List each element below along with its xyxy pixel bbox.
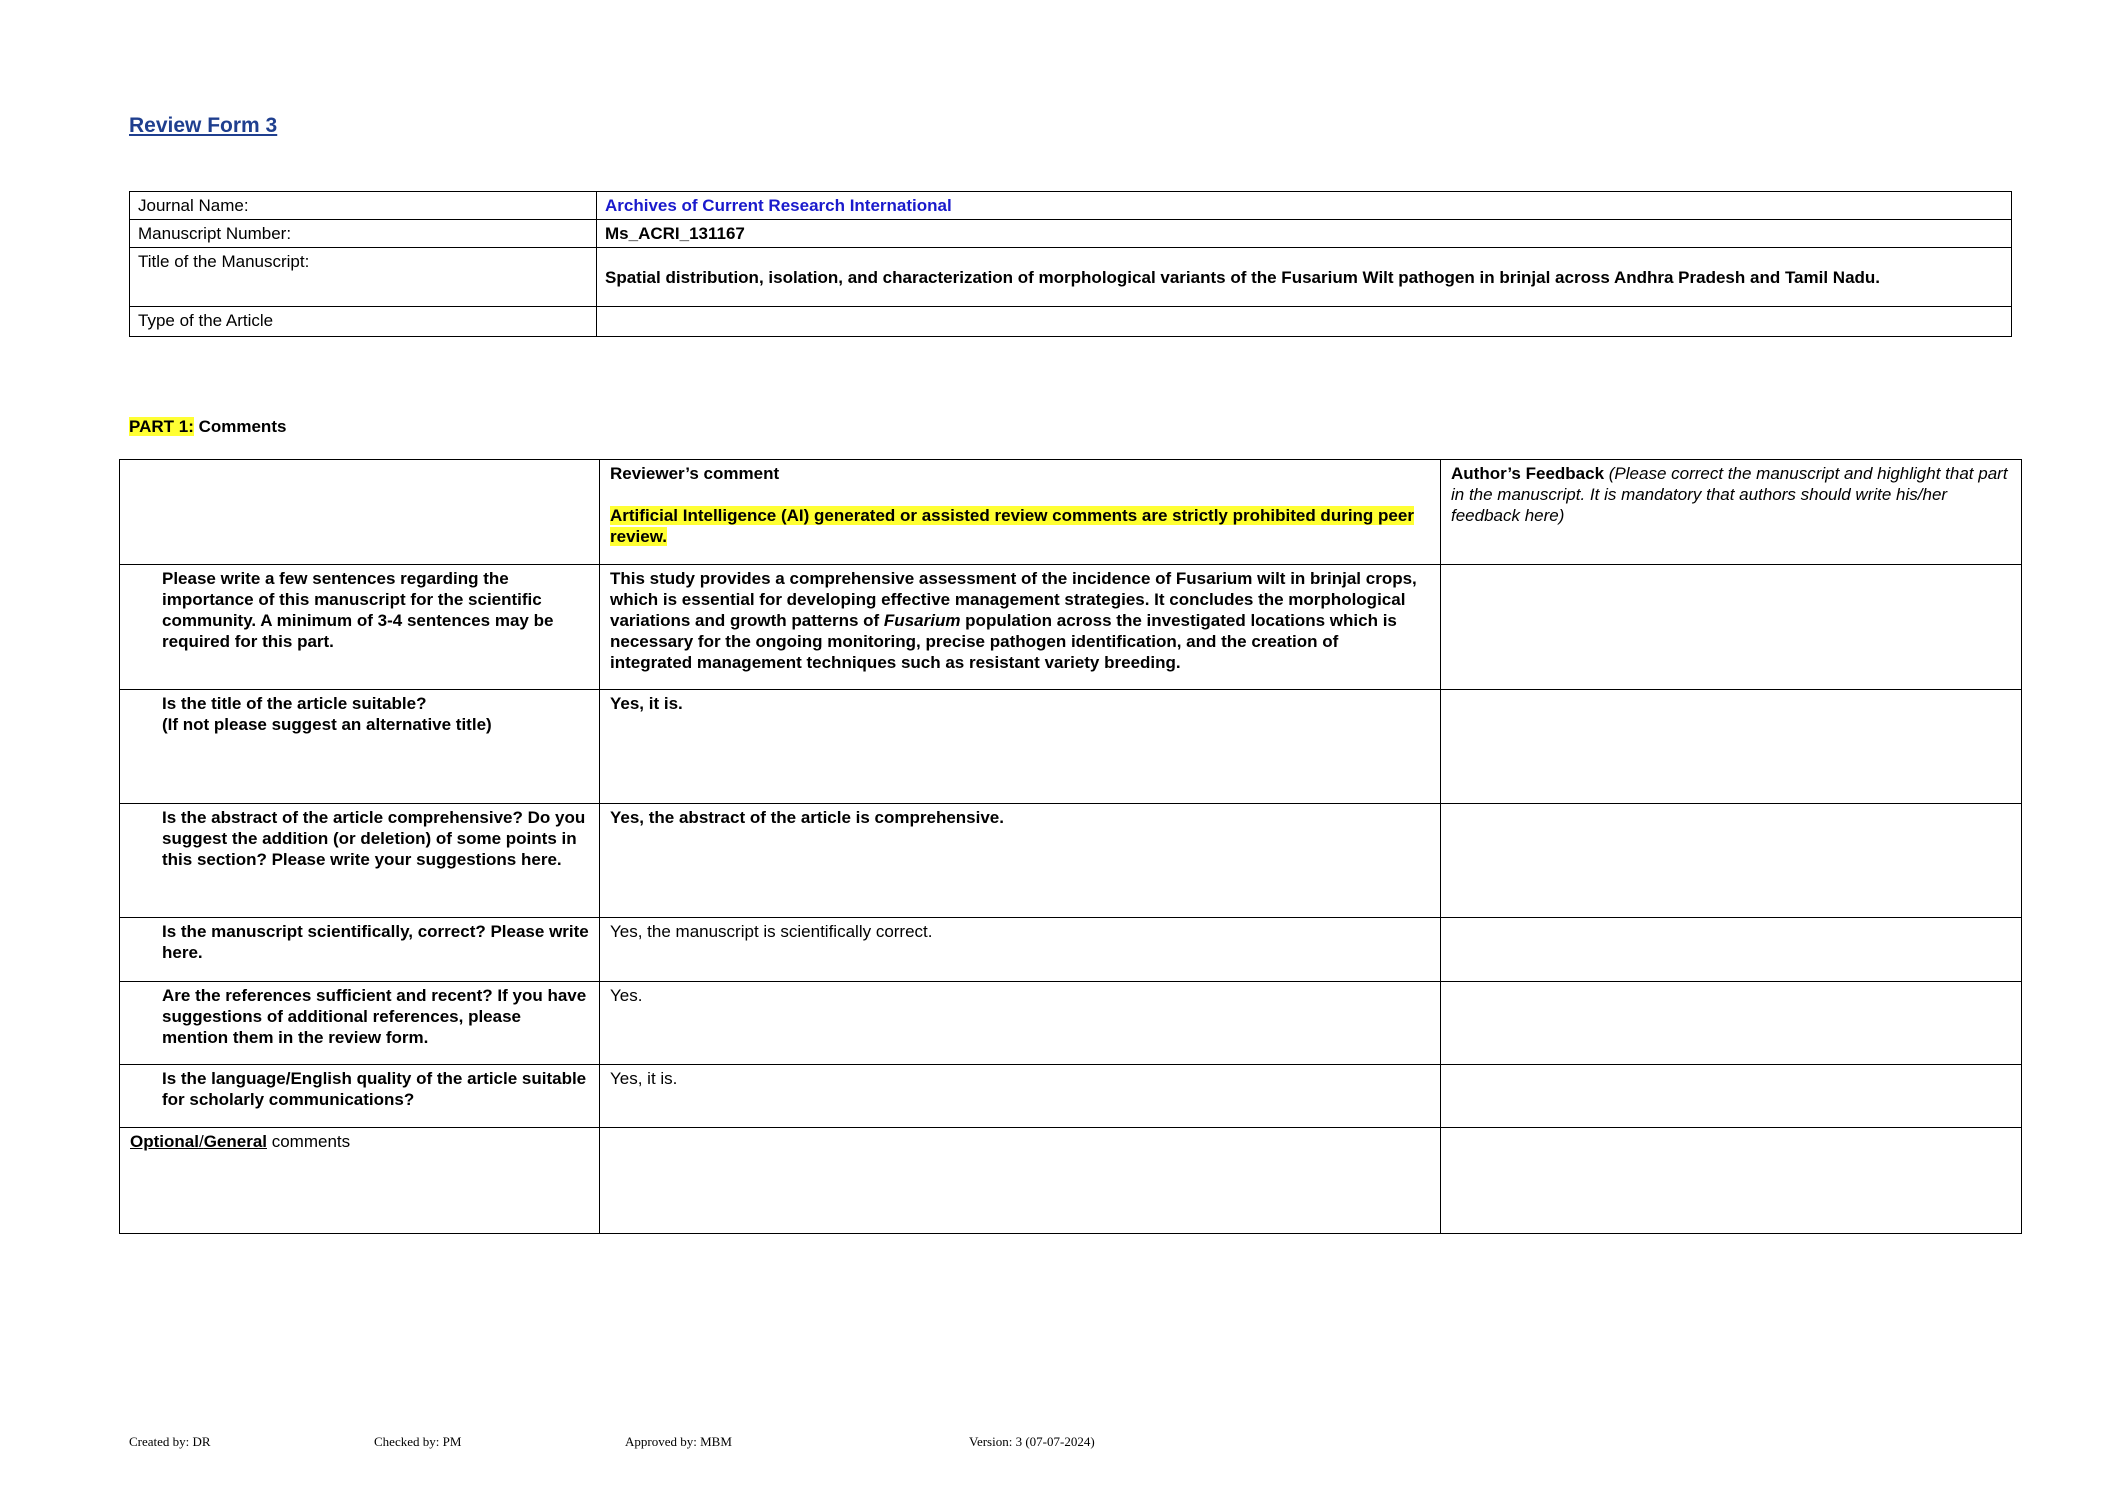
optional-sep: / <box>198 1132 204 1151</box>
reviewer-comment-header <box>600 460 1441 565</box>
comments-table <box>119 459 2022 1234</box>
answer-importance-part1: This study provides a comprehensive assessment of the incidence of Fusarium wilt in brinjal crops, which is essential for developing effective management strategies. It concludes the morphological variations and growth patterns of <box>610 569 1417 630</box>
feedback-importance <box>1441 565 2022 690</box>
journal-name: Archives of Current Research International <box>597 192 2012 220</box>
journal-label: Journal Name: <box>130 192 597 220</box>
table-row <box>120 804 2022 918</box>
answer-abstract: Yes, the abstract of the article is comprehensive. <box>600 804 1441 918</box>
answer-importance <box>600 565 1441 690</box>
table-row <box>120 690 2022 804</box>
manuscript-title: Spatial distribution, isolation, and characterization of morphological variants of the Fusarium Wilt pathogen in brinjal across Andhra Pradesh and Tamil Nadu. <box>597 248 2012 307</box>
feedback-references <box>1441 982 2022 1065</box>
reviewer-comment-title: Reviewer’s comment <box>610 464 780 483</box>
table-row <box>120 918 2022 982</box>
question-title-line2: (If not please suggest an alternative title) <box>162 715 492 734</box>
article-type-value <box>597 307 2012 337</box>
manuscript-title-label: Title of the Manuscript: <box>130 248 597 307</box>
answer-title: Yes, it is. <box>600 690 1441 804</box>
question-title-line1: Is the title of the article suitable? <box>162 694 427 713</box>
question-language: Is the language/English quality of the article suitable for scholarly communications? <box>120 1065 600 1128</box>
question-abstract: Is the abstract of the article comprehensive? Do you suggest the addition (or deletion) of some points in this section? Please write your suggestions here. <box>120 804 600 918</box>
form-title: Review Form 3 <box>129 114 278 137</box>
comments-label: comments <box>267 1132 351 1151</box>
manuscript-info-table <box>129 191 2012 337</box>
question-title <box>120 690 600 804</box>
author-feedback-title: Author’s Feedback <box>1451 464 1605 483</box>
optional-comments-label <box>120 1128 600 1234</box>
footer-version: Version: 3 (07-07-2024) <box>969 1434 1095 1449</box>
feedback-language <box>1441 1065 2022 1128</box>
author-feedback-note: (Please correct the manuscript and highlight that part in the manuscript. It is mandatory that authors should write his/her feedback here) <box>1451 464 2008 525</box>
manuscript-title-row <box>130 248 2012 307</box>
header-empty-cell <box>120 460 600 565</box>
question-importance: Please write a few sentences regarding the importance of this manuscript for the scientific community. A minimum of 3-4 sentences may be required for this part. <box>120 565 600 690</box>
optional-comments-row <box>120 1128 2022 1234</box>
answer-references: Yes. <box>600 982 1441 1065</box>
comments-header-row <box>120 460 2022 565</box>
manuscript-number-row <box>130 220 2012 248</box>
ai-notice: Artificial Intelligence (AI) generated or assisted review comments are strictly prohibited during peer review. <box>610 506 1414 546</box>
manuscript-number-label: Manuscript Number: <box>130 220 597 248</box>
footer-checked: Checked by: PM <box>374 1434 462 1449</box>
journal-row <box>130 192 2012 220</box>
optional-reviewer-comment <box>600 1128 1441 1234</box>
question-scientific: Is the manuscript scientifically, correct? Please write here. <box>120 918 600 982</box>
author-feedback-header <box>1441 460 2022 565</box>
feedback-title <box>1441 690 2022 804</box>
answer-importance-italic: Fusarium <box>883 611 961 630</box>
table-row <box>120 982 2022 1065</box>
feedback-abstract <box>1441 804 2022 918</box>
feedback-scientific <box>1441 918 2022 982</box>
article-type-row <box>130 307 2012 337</box>
table-row <box>120 565 2022 690</box>
answer-scientific: Yes, the manuscript is scientifically correct. <box>600 918 1441 982</box>
manuscript-number: Ms_ACRI_131167 <box>597 220 2012 248</box>
question-references: Are the references sufficient and recent? If you have suggestions of additional references, please mention them in the review form. <box>120 982 600 1065</box>
optional-author-feedback <box>1441 1128 2022 1234</box>
table-row <box>120 1065 2022 1128</box>
answer-importance-part2: population across the investigated locations which is necessary for the ongoing monitoring, precise pathogen identification, and the creation of integrated management techniques such as resistant variety breeding. <box>610 611 1397 672</box>
part1-label: PART 1: <box>129 417 194 436</box>
footer-created: Created by: DR <box>129 1434 211 1449</box>
footer-approved: Approved by: MBM <box>625 1434 732 1449</box>
part1-heading <box>129 417 286 437</box>
article-type-label: Type of the Article <box>130 307 597 337</box>
optional-label: Optional <box>130 1132 199 1151</box>
part1-suffix: Comments <box>193 417 287 436</box>
general-label: General <box>203 1132 267 1151</box>
answer-language: Yes, it is. <box>600 1065 1441 1128</box>
